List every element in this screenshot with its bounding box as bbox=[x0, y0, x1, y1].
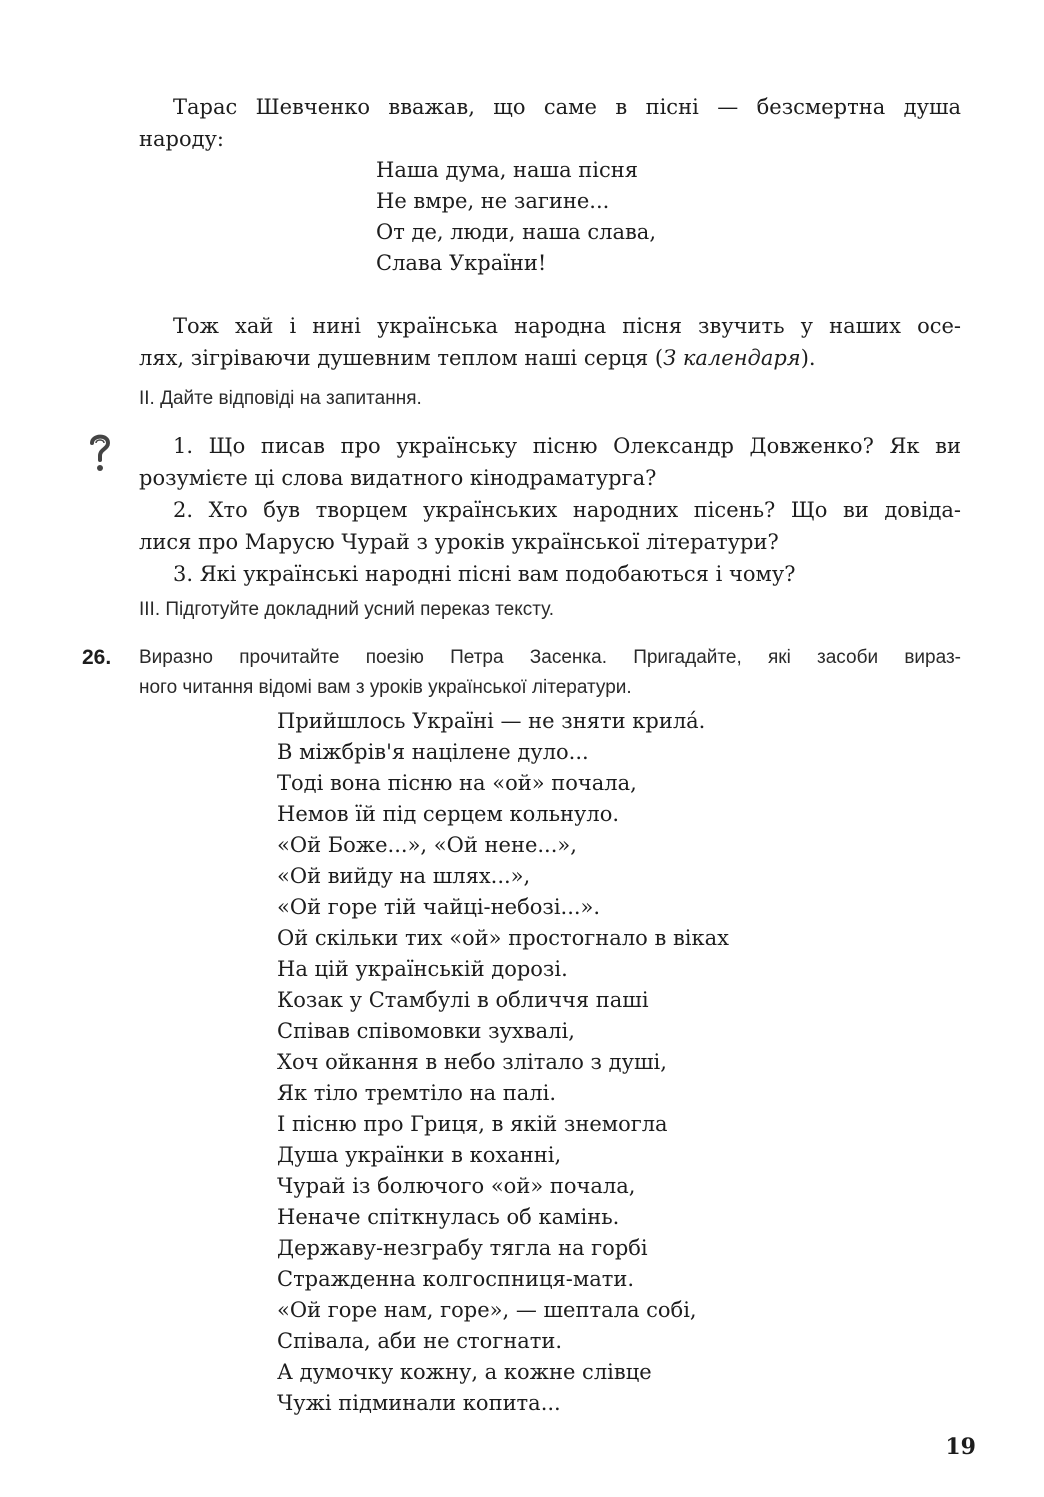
poem-line: Співала, аби не стогнати. bbox=[277, 1329, 563, 1353]
exercise-line-1: Виразно прочитайте поезію Петра Засенка. Пригадайте, які засоби вираз- bbox=[139, 647, 961, 668]
poem-line: Як тіло тремтіло на палі. bbox=[277, 1081, 557, 1105]
question-2-line-1: 2. Хто був творцем українських народних пісень? Що ви довіда- bbox=[173, 498, 961, 522]
poem-line: Чурай із болючого «ой» почала, bbox=[277, 1174, 636, 1198]
task-3-heading: ІІІ. Підготуйте докладний усний переказ тексту. bbox=[139, 599, 555, 620]
quote-line: От де, люди, наша слава, bbox=[376, 220, 656, 244]
intro-paragraph bbox=[139, 91, 961, 155]
quote-line: Не вмре, не загине... bbox=[376, 189, 610, 213]
source-citation: З календаря bbox=[663, 346, 801, 370]
quote-line: Наша дума, наша пісня bbox=[376, 158, 638, 182]
poem-line: А думочку кожну, а кожне слівце bbox=[277, 1360, 652, 1384]
poem-line: Чужі підминали копита... bbox=[277, 1391, 561, 1415]
poem-line: Ой скільки тих «ой» простогнало в віках bbox=[277, 926, 730, 950]
poem-line: Немов їй під серцем кольнуло. bbox=[277, 802, 620, 826]
exercise-line-2: ного читання відомі вам з уроків української літератури. bbox=[139, 677, 632, 698]
poem-line: На цій українській дорозі. bbox=[277, 957, 568, 981]
exercise-number: 26. bbox=[82, 646, 112, 669]
poem bbox=[277, 706, 729, 1419]
poem-line: Козак у Стамбулі в обличчя паші bbox=[277, 988, 649, 1012]
poem-line: Прийшлось Україні — не зняти крилá. bbox=[277, 709, 706, 733]
question-1-line-2: розумієте ці слова видатного кінодраматурга? bbox=[139, 466, 657, 490]
poem-line: «Ой горе нам, горе», — шептала собі, bbox=[277, 1298, 697, 1322]
poem-line: «Ой Боже...», «Ой нене...», bbox=[277, 833, 577, 857]
poem-line: В міжбрів'я націлене дуло... bbox=[277, 740, 589, 764]
task-2-heading: ІІ. Дайте відповіді на запитання. bbox=[139, 388, 422, 409]
closing-paragraph bbox=[139, 310, 961, 374]
closing-line-1: Тож хай і нині українська народна пісня звучить у наших осе- bbox=[173, 314, 961, 338]
questions-block bbox=[139, 430, 961, 590]
closing-punct: ). bbox=[800, 346, 816, 370]
question-2-line-2: лися про Марусю Чурай з уроків української літератури? bbox=[139, 530, 779, 554]
question-1-line-1: 1. Що писав про українську пісню Олександр Довженко? Як ви bbox=[173, 434, 961, 458]
poem-line: «Ой горе тій чайці-небозі...». bbox=[277, 895, 601, 919]
poem-line: Тоді вона пісню на «ой» почала, bbox=[277, 771, 637, 795]
poem-line: Душа українки в коханні, bbox=[277, 1143, 562, 1167]
question-mark-icon bbox=[86, 431, 114, 475]
shevchenko-quote bbox=[376, 155, 656, 279]
closing-text: лях, зігріваючи душевним теплом наші серця ( bbox=[139, 346, 664, 370]
poem-line: Співав співомовки зухвалі, bbox=[277, 1019, 575, 1043]
poem-line: Неначе спіткнулась об камінь. bbox=[277, 1205, 620, 1229]
exercise-instructions bbox=[139, 643, 961, 703]
closing-line-2 bbox=[139, 342, 961, 374]
poem-line: Державу-незграбу тягла на горбі bbox=[277, 1236, 648, 1260]
quote-line: Слава України! bbox=[376, 251, 547, 275]
poem-line: «Ой вийду на шлях...», bbox=[277, 864, 531, 888]
question-3: 3. Які українські народні пісні вам подобаються і чому? bbox=[173, 562, 796, 586]
intro-line-2: народу: bbox=[139, 127, 224, 151]
poem-line: Хоч ойкання в небо злітало з душі, bbox=[277, 1050, 667, 1074]
poem-line: І пісню про Гриця, в якій знемогла bbox=[277, 1112, 668, 1136]
page-number: 19 bbox=[945, 1434, 976, 1460]
intro-line-1: Тарас Шевченко вважав, що саме в пісні — безсмертна душа bbox=[173, 95, 961, 119]
poem-line: Стражденна колгоспниця-мати. bbox=[277, 1267, 635, 1291]
